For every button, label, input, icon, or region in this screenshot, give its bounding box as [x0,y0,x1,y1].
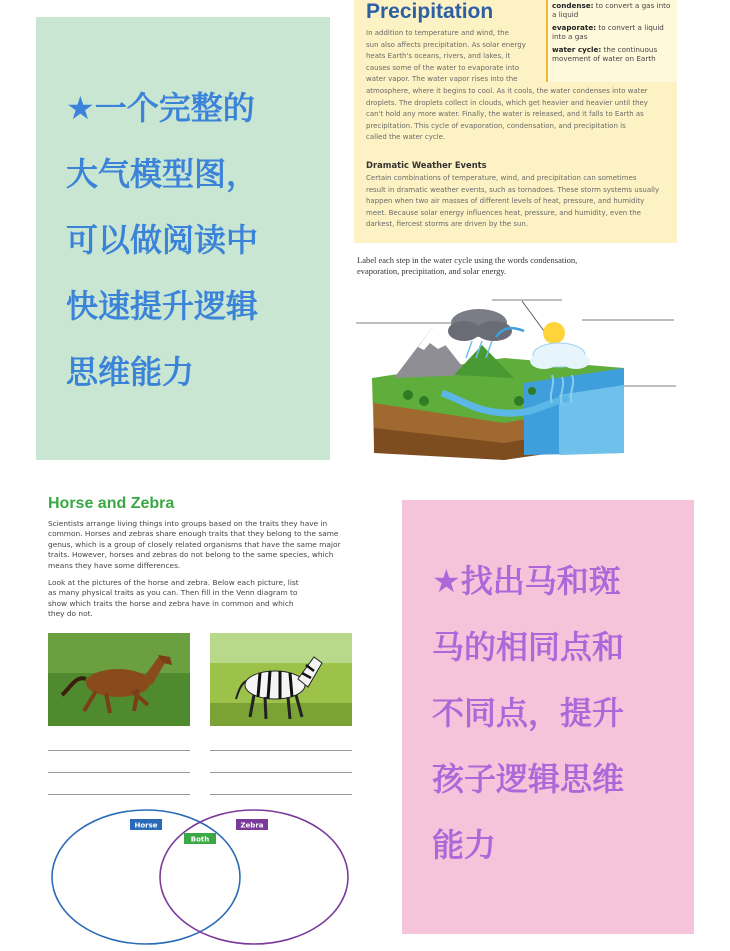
ocean-front [559,385,624,455]
precipitation-worksheet [354,0,677,460]
paragraph-instructions: Look at the pictures of the horse and zebra. Below each picture, list as many physical traits as you can. Then fill in the Venn diagram to show which traits the horse and zebra have in common and which they do not. [48,578,299,619]
horse-zebra-worksheet [40,485,370,950]
green-promo-card [36,17,330,460]
pointer-line [522,301,544,331]
pink-card-text [402,500,694,878]
green-card-line: 快速提升逻辑 [66,287,259,325]
worksheet-title: Horse and Zebra [48,495,175,512]
vocab-item: water cycle: the continuous movement of water on Earth [552,45,658,63]
answer-line[interactable] [48,750,190,751]
tree [403,390,413,400]
pink-card-line: 孩子逻辑思维 [432,760,625,798]
sun [543,322,565,344]
vocab-item: condense: to convert a gas into a liquid [552,1,671,19]
answer-line[interactable] [210,750,352,751]
answer-line[interactable] [48,772,190,773]
both-label: Both [190,835,210,844]
pink-card-line: 马的相同点和 [432,628,625,666]
tree [514,396,524,406]
horse-circle [52,810,240,944]
green-card-line: 大气模型图， [66,155,259,193]
paragraph-intro: In addition to temperature and wind, the sun also affects precipitation. As solar energy heats Earth's oceans, rivers, and lakes, it causes some of the water to evaporate into water vapor. The water vapor rises into the [366,29,526,84]
horse-label: Horse [134,821,158,830]
answer-line[interactable] [210,794,352,795]
zebra-circle [160,810,348,944]
vocabulary-box [546,0,677,82]
subheading: Dramatic Weather Events [366,160,487,170]
page-title: Precipitation [366,0,494,23]
answer-line[interactable] [48,794,190,795]
pink-card-line: 不同点，提升 [432,694,625,732]
green-card-line: 可以做阅读中 [66,221,259,259]
pink-card-line: 能力 [432,826,497,864]
tree [528,387,536,395]
horse-photo [48,633,190,726]
rain-drop [466,341,472,358]
green-card-line: ★一个完整的 [66,89,255,127]
instruction-text: Label each step in the water cycle using the words condensation, evaporation, precipitation, and solar energy. [357,255,578,276]
green-card-text [36,17,330,405]
zebra-photo [210,633,352,726]
pink-promo-card [402,500,694,934]
reading-panel [354,0,677,243]
paragraph-weather-events: Certain combinations of temperature, wind, and precipitation can sometimes result in dramatic weather events, such as tornadoes. These storm systems usually happen when two air masses of different levels of heat, pressure, and humidity meet. Because solar energy influences heat, pressure, and humidity, even the darkest, fiercest storms are driven by the sun. [366,174,660,229]
water-cycle-illustration [354,283,677,460]
green-card-line: 思维能力 [66,353,195,391]
venn-diagram [40,807,370,947]
zebra-label: Zebra [240,821,264,830]
pink-card-line: ★找出马和斑 [432,562,621,600]
tree [419,396,429,406]
answer-line[interactable] [210,772,352,773]
paragraph-water-cycle: atmosphere, where it begins to cool. As it cools, the water condenses into water droplets. The droplets collect in clouds, which get heavier and heavier until they can't hold any more water. Finally, the water is released, and it falls to Earth as precipitation. This cycle of evaporation, condensation, and precipitation is called the water cycle. [366,87,648,142]
vocab-item: evaporate: to convert a liquid into a gas [552,23,664,41]
paragraph-intro: Scientists arrange living things into groups based on the traits they have in common. Horses and zebras share enough traits that they belong to the same genus, which is a group of closely related organisms that have the same major traits. However, horses and zebras do not belong to the same species, which means they have some differences. [48,519,341,570]
